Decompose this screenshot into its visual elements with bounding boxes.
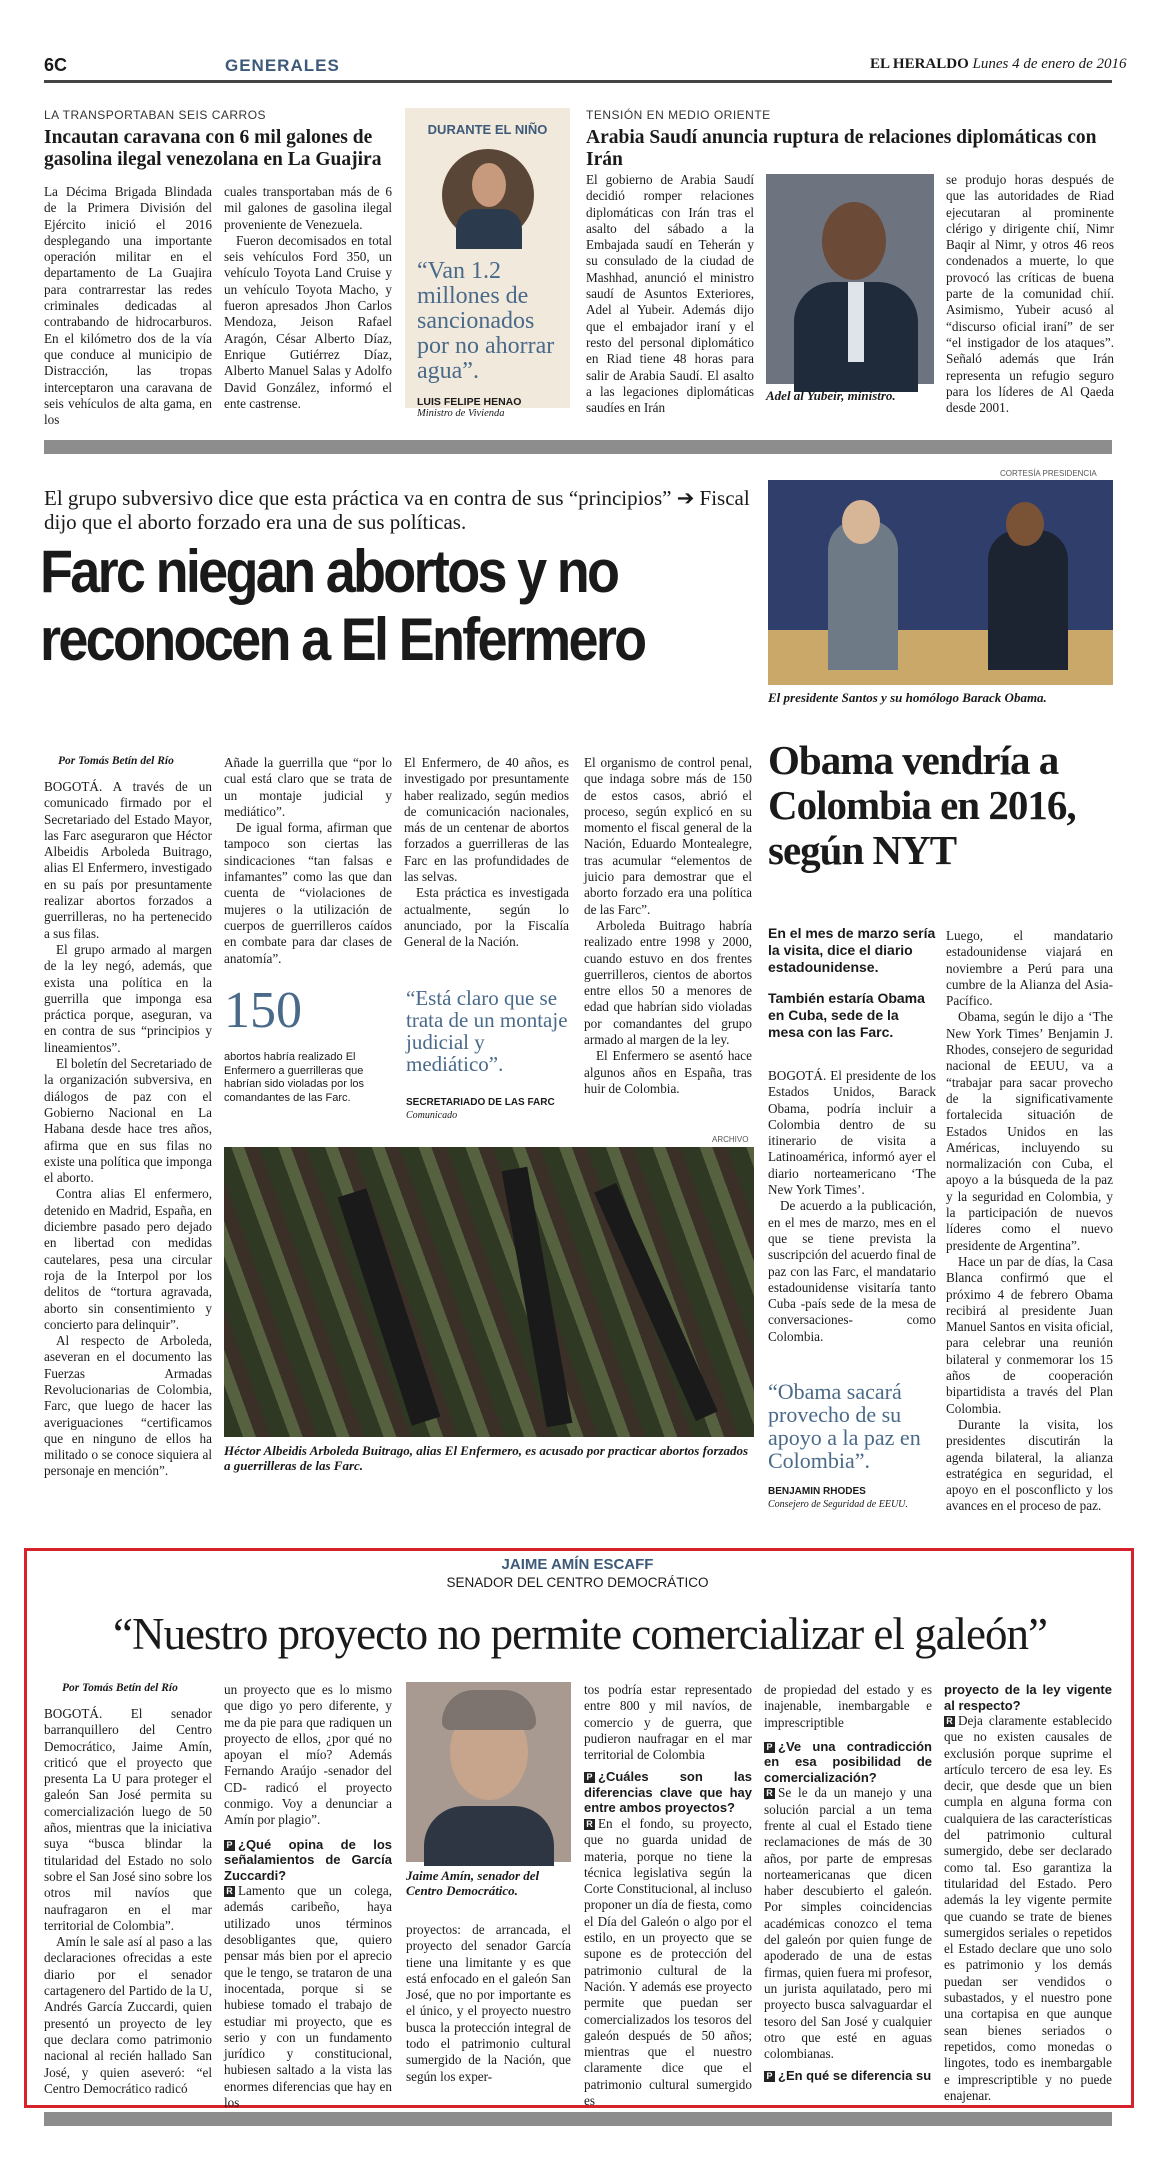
interview-body	[44, 1682, 1114, 2111]
photo-credit: CORTESÍA PRESIDENCIA	[1000, 469, 1097, 478]
interviewee-role: SENADOR DEL CENTRO DEMOCRÁTICO	[446, 1575, 709, 1590]
answer-marker: R	[584, 1819, 595, 1830]
question-4: P ¿En qué se diferencia su	[764, 2068, 932, 2084]
quote-name: LUIS FELIPE HENAO	[417, 396, 522, 408]
photo-credit: ARCHIVO	[712, 1135, 749, 1144]
subhead-1: En el mes de marzo sería la visita, dice el diario estadounidense.	[768, 925, 936, 975]
section-divider	[44, 440, 1112, 454]
headline: Arabia Saudí anuncia ruptura de relaciones diplomáticas con Irán	[586, 127, 1097, 170]
issue-date: Lunes 4 de enero de 2016	[972, 56, 1127, 72]
byline: Por Tomás Betín del Río	[58, 755, 174, 767]
farc-headline: Farc niegan abortos y no reconocen a El Enfermero	[40, 538, 645, 673]
answer-marker: R	[764, 1788, 775, 1799]
quote-name: BENJAMIN RHODES	[768, 1486, 866, 1497]
header-rule	[44, 80, 1112, 83]
kicker: LA TRANSPORTABAN SEIS CARROS	[44, 108, 267, 122]
paper-name: EL HERALDO	[870, 56, 969, 72]
answer-marker: R	[944, 1716, 955, 1727]
yubeir-photo	[766, 174, 934, 384]
answer-marker: R	[224, 1886, 235, 1897]
question-marker: P	[224, 1840, 235, 1851]
nino-box	[405, 108, 570, 419]
santos-obama-photo	[768, 480, 1113, 685]
body-col-1: El gobierno de Arabia Saudí decidió romper relaciones diplomáticas con Irán tras el asalto del sábado a la Embajada saudí en Teherán y su consulado de la ciudad de Mashhad, anunció el ministro saudí de Asuntos Exteriores, Adel al Yubeir. Además dijo que el embajador iraní y el resto del personal diplomático en Riad tiene 48 horas para salir de Arabia Saudí. El asalto a las legaciones diplomáticas saudíes en Irán	[586, 172, 754, 416]
headline: Incautan caravana con 6 mil galones de gasolina ilegal venezolana en La Guajira	[44, 127, 382, 170]
pull-quote: “Obama sacará provecho de su apoyo a la paz en Colombia”.	[768, 1379, 921, 1473]
obama-col-1: BOGOTÁ. El presidente de los Estados Unidos, Barack Obama, podría incluir a Colombia dentro de su itinerario de visita a Latinoamérica, informó ayer el diario norteamericano ‘The New York Times’. De acuerdo a la publicación, en el mes de marzo, mes en el que se tiene prevista la suscripción del acuerdo final de paz con las Farc, el mandatario estadounidense visitaría tanto Cuba -país sede de la mesa de conversaciones- como Colombia.	[768, 1068, 936, 1344]
story-gasolina	[44, 86, 392, 428]
interview-headline: “Nuestro proyecto no permite comercializar el galeón”	[112, 1609, 1048, 1659]
body-col-2: cuales transportaban más de 6 mil galones de gasolina ilegal proveniente de Venezuela. Fueron decomisados en total seis vehículos Ford 350, un vehículo Toyota Land Cruise y un vehículo Toyota Macho, y fueron apresados Jhon Carlos Mendoza, Jeison Rafael Aragón, César Alberto Díaz, Enrique Gutiérrez Díaz, Alberto Manuel Salas y Adolfo David González, informó el ente castrense.	[224, 184, 392, 411]
quote-name: SECRETARIADO DE LAS FARC	[406, 1097, 555, 1108]
question-marker: P	[584, 1772, 595, 1783]
box-label: DURANTE EL NIÑO	[427, 122, 548, 137]
subhead-2: También estaría Obama en Cuba, sede de la mesa con las Farc.	[768, 990, 925, 1040]
quote-role: Ministro de Vivienda	[417, 408, 505, 419]
photo-caption: Héctor Albeidis Arboleda Buitrago, alias El Enfermero, es acusado por practicar abortos forzados a guerrilleras de las Farc.	[224, 1443, 749, 1473]
minister-photo	[442, 149, 534, 241]
photo-caption: Adel al Yubeir, ministro.	[766, 388, 896, 403]
question-1: P ¿Qué opina de los señalamientos de García Zuccardi?	[224, 1836, 392, 1883]
kicker: TENSIÓN EN MEDIO ORIENTE	[586, 108, 771, 122]
question-marker: P	[764, 1742, 775, 1753]
footer-band	[44, 2112, 1112, 2126]
body-col-4: tos podría estar representado entre 800 y mil navíos, de comercio y de guerra, que pudieron naufragar en el mar territorial de Colombia P ¿Cuáles son las diferencias clave que hay entre ambos proyectos? R En el fondo, su proyecto, que no guarda unidad de materia, porque no tiene la técnica legislativa según la Corte Constitucional, al incluso proponer un día de fiesta, como el Día del Galeón o algo por el estilo, en un proyecto que se supone es de protección del patrimonio cultural de la Nación. Y además ese proyecto permite que puedan ser comercializados los tesoros del galeón después de 50 años; mientras que el nuestro claramente dice que el patrimonio cultural sumergido es	[584, 1682, 752, 2109]
photo-caption: El presidente Santos y su homólogo Barack Obama.	[768, 690, 1047, 705]
byline: Por Tomás Betín del Río	[62, 1682, 178, 1694]
body-col-1: BOGOTÁ. A través de un comunicado firmado por el Secretariado del Estado Mayor, las Farc aseguraron que Héctor Albeidis Arboleda Buitrago, alias El Enfermero, investigado en su país por presuntamente realizar abortos forzados a guerrilleras, no ha pertenecido a sus filas. El grupo armado al margen de la ley negó, además, que exista una política en la guerrilla que imponga esa práctica porque, aseguran, va en contra de sus “principios y lineamientos”. El boletín del Secretariado de la organización subversiva, en diálogos de paz con el Gobierno Nacional en La Habana desde hace tres años, afirma que en sus filas no existe una política que imponga el aborto. Contra alias El enfermero, detenido en Madrid, España, en diciembre pasado pero dejado en libertad con medidas cautelares, pesa una circular roja de la Interpol por los delitos de “tortura agravada, aborto sin consentimiento y concierto para delinquir”. Al respecto de Arboleda, aseveran en el documento las Fuerzas Armadas Revolucionarias de Colombia, Farc, que luego de hacer las averiguaciones “certificamos que en ninguno de ellos ha militado o se conoce siquiera al personaje en mención”.	[44, 779, 212, 1479]
story-farc	[44, 755, 754, 1515]
guerrilla-photo	[224, 1147, 754, 1437]
body-col-1: BOGOTÁ. El senador barranquillero del Centro Democrático, Jaime Amín, criticó que el proyecto que presenta La U para proteger el galeón San José permita su comercialización luego de 50 años, mientras que la iniciativa suya “busca blindar la titularidad del Estado no solo sobre el San José sino sobre los otros mil navíos que naufragaron en el mar territorial de Colombia”. Amín le sale así al paso a las declaraciones ofrecidas a este diario por el senador cartagenero del Partido de la U, Andrés García Zuccardi, quien presentó un proyecto de ley que declara como patrimonio nacional al recién hallado San José, y quien aseveró: “el Centro Democrático radicó	[44, 1706, 212, 2096]
question-2: P ¿Cuáles son las diferencias clave que hay entre ambos proyectos?	[584, 1769, 752, 1816]
body-col-3: El Enfermero, de 40 años, es investigado por presuntamente haber realizado, según medios de comunicación nacionales, más de un centenar de abortos forzados a guerrilleras de las Farc en las profundidades de las selvas. Esta práctica es investigada actualmente, según lo anunciado, por la Fiscalía General de la Nación.	[404, 755, 569, 950]
question-marker: P	[764, 2071, 775, 2082]
interviewee-name: JAIME AMÍN ESCAFF	[501, 1556, 654, 1573]
stat-text: abortos habría realizado El Enfermero a guerrilleras que habrían sido violadas por los comandantes de las Farc.	[224, 1051, 365, 1104]
obama-headline: Obama vendría a Colombia en 2016, según NYT	[768, 737, 1076, 873]
body-col-3: se produjo horas después de que las autoridades de Riad ejecutaran al prominente clérigo y dirigente chií, Nimr Baqir al Nimr, y otros 46 reos condenados a muerte, lo que provocó las críticas de buena parte de la comunidad chií. Asimismo, Yubeir acusó al “discurso oficial iraní” de ser “el instigador de los ataques”. Señaló además que Irán representa un refugio seguro para los líderes de Al Qaeda desde 2001.	[946, 172, 1114, 416]
body-col-1: La Décima Brigada Blindada de la Primera División del Ejército inició el 2016 desplegando una importante operación militar en el departamento de La Guajira para contrarrestar las redes criminales dedicadas al contrabando de hidrocarburos. En el kilómetro dos de la vía que conduce al municipio de Distracción, las tropas interceptaron una caravana de seis vehículos de alta gama, en los	[44, 184, 212, 428]
story-arabia	[586, 86, 1114, 416]
body-col-6: proyecto de la ley vigente al respecto? R Deja claramente establecido que no existen causales de exclusión porque suprime el artículo tercero de esa ley. Es decir, que desde que un bien cumpla en alguna forma con cualquiera de las características del patrimonio cultural sumergido, debe ser declarado como tal. Eso garantiza la titularidad del Estado. Pero además la ley vigente permite que cuando se trate de bienes sumergidos seriales o repetidos el Estado declare que uno solo es patrimonio y los demás puedan ser vendidos o subastados, y el nuestro pone una cortapisa en que aunque sean bienes seriados o repetidos, como monedas o lingotes, todo es inembargable e imprescriptible y no puede enajenar.	[944, 1682, 1112, 2103]
section-name: GENERALES	[225, 56, 340, 75]
box-quote: “Van 1.2 millones de sancionados por no ahorrar agua”.	[417, 258, 555, 384]
body-col-4: El organismo de control penal, que indaga sobre más de 150 de estos casos, abrió el proceso, según explicó en su momento el fiscal general de la Nación, Eduardo Montealegre, tras acumular “elementos de juicio para demostrar que el aborto forzado era una política de las Farc”. Arboleda Buitrago habría realizado entre 1998 y 2000, cuando estuvo en dos frentes guerrilleros, cientos de abortos entre ellos 50 a menores de edad que habrían sido violadas por comandantes del grupo armado al margen de la ley. El Enfermero se asentó hace algunos años en España, tras huir de Colombia.	[584, 755, 752, 1096]
page-number: 6C	[44, 55, 68, 75]
body-col-3: proyectos: de arrancada, el proyecto del senador García tiene una limitante y es que está enfocado en el galeón San José, que no por importante es el único, y el proyecto nuestro busca la protección integral de todo el patrimonio cultural sumergido de la Nación, que según los exper-	[406, 1922, 571, 2084]
body-col-5: de propiedad del estado y es inajenable, inembargable e imprescriptible P ¿Ve una contradicción en esa posibilidad de comercialización? R Se le da un manejo y una solución parcial a un tema frente al cual el Estado tiene reclamaciones de más de 30 años, por parte de empresas norteamericanas que dicen haber descubierto el galeón. Por simples coincidencias académicas conozco el tema del galeón por quien funge de apoderado de una de estas firmas, quien fuera mi profesor, un jurista aquilatado, pero mi proyecto busca salvaguardar el tesoro del San José y cualquier otro que esté en aguas colombianas. P ¿En qué se diferencia su	[764, 1682, 932, 2084]
deck: El grupo subversivo dice que esta práctica va en contra de sus “principios” ➔ Fiscal dijo que el aborto forzado era una de sus políticas.	[44, 486, 750, 534]
question-3: P ¿Ve una contradicción en esa posibilidad de comercialización?	[764, 1738, 932, 1785]
body-col-2: Añade la guerrilla que “por lo cual está claro que se trata de un montaje judicial y mediático”. De igual forma, afirman que tampoco son ciertas las sindicaciones “tan falsas e infamantes” como las que dan cuenta de “violaciones de mujeres o la utilización de cuerpos de guerrilleros caídos en combate para dar clases de anatomía”.	[224, 755, 392, 966]
stat-number: 150	[224, 982, 302, 1039]
obama-col-2: Luego, el mandatario estadounidense viajará en noviembre a Perú para una cumbre de la Alianza del Asia-Pacífico. Obama, según le dijo a ‘The New York Times’ Benjamin J. Rhodes, consejero de seguridad nacional de EEUU, va a “trabajar para sacar provecho de la significativamente fortalecida situación de Estados Unidos en las Américas, incluyendo su normalización con Cuba, el apoyo a la búsqueda de la paz y la seguridad en Colombia, y la participación de nuevos líderes como el nuevo presidente de Argentina”. Hace un par de días, la Casa Blanca confirmó que el próximo 4 de febrero Obama recibirá al presidente Juan Manuel Santos en visita oficial, para celebrar una reunión bilateral y conmemorar los 15 años de cooperación bipartidista a través del Plan Colombia. Durante la visita, los presidentes discutirán la agenda bilateral, la alianza estratégica en seguridad, el apoyo en el posconflicto y los avances en el proceso de paz.	[946, 928, 1113, 1514]
masthead-line	[870, 56, 1127, 73]
pull-quote: “Está claro que se trata de un montaje judicial y mediático”.	[406, 986, 568, 1076]
body-col-2: un proyecto que es lo mismo que digo yo pero diferente, y me da pie para que radiquen un proyecto de ellos, ¿por qué no apoyan el mío? Además Fernando Araújo -senador del CD- radicó el proyecto conmigo. Voy a denunciar a Amín por plagio”. P ¿Qué opina de los señalamientos de García Zuccardi? R Lamento que un colega, además caribeño, haya utilizado unos términos desobligantes que, quiero pensar más bien por el aprecio que le tengo, se trataron de una inocentada, porque si se hubiese tomado el trabajo de estudiar mi proyecto, que es serio y con un fundamento jurídico y constitucional, hubiesen saltado a la vista las enormes diferencias que hay en los	[224, 1682, 392, 2111]
quote-role: Comunicado	[406, 1110, 458, 1121]
photo-caption: Jaime Amín, senador del Centro Democrático.	[406, 1868, 540, 1898]
amin-photo	[406, 1682, 571, 1862]
quote-role: Consejero de Seguridad de EEUU.	[768, 1499, 908, 1510]
question-4-continued: proyecto de la ley vigente al respecto?	[944, 1682, 1112, 1713]
